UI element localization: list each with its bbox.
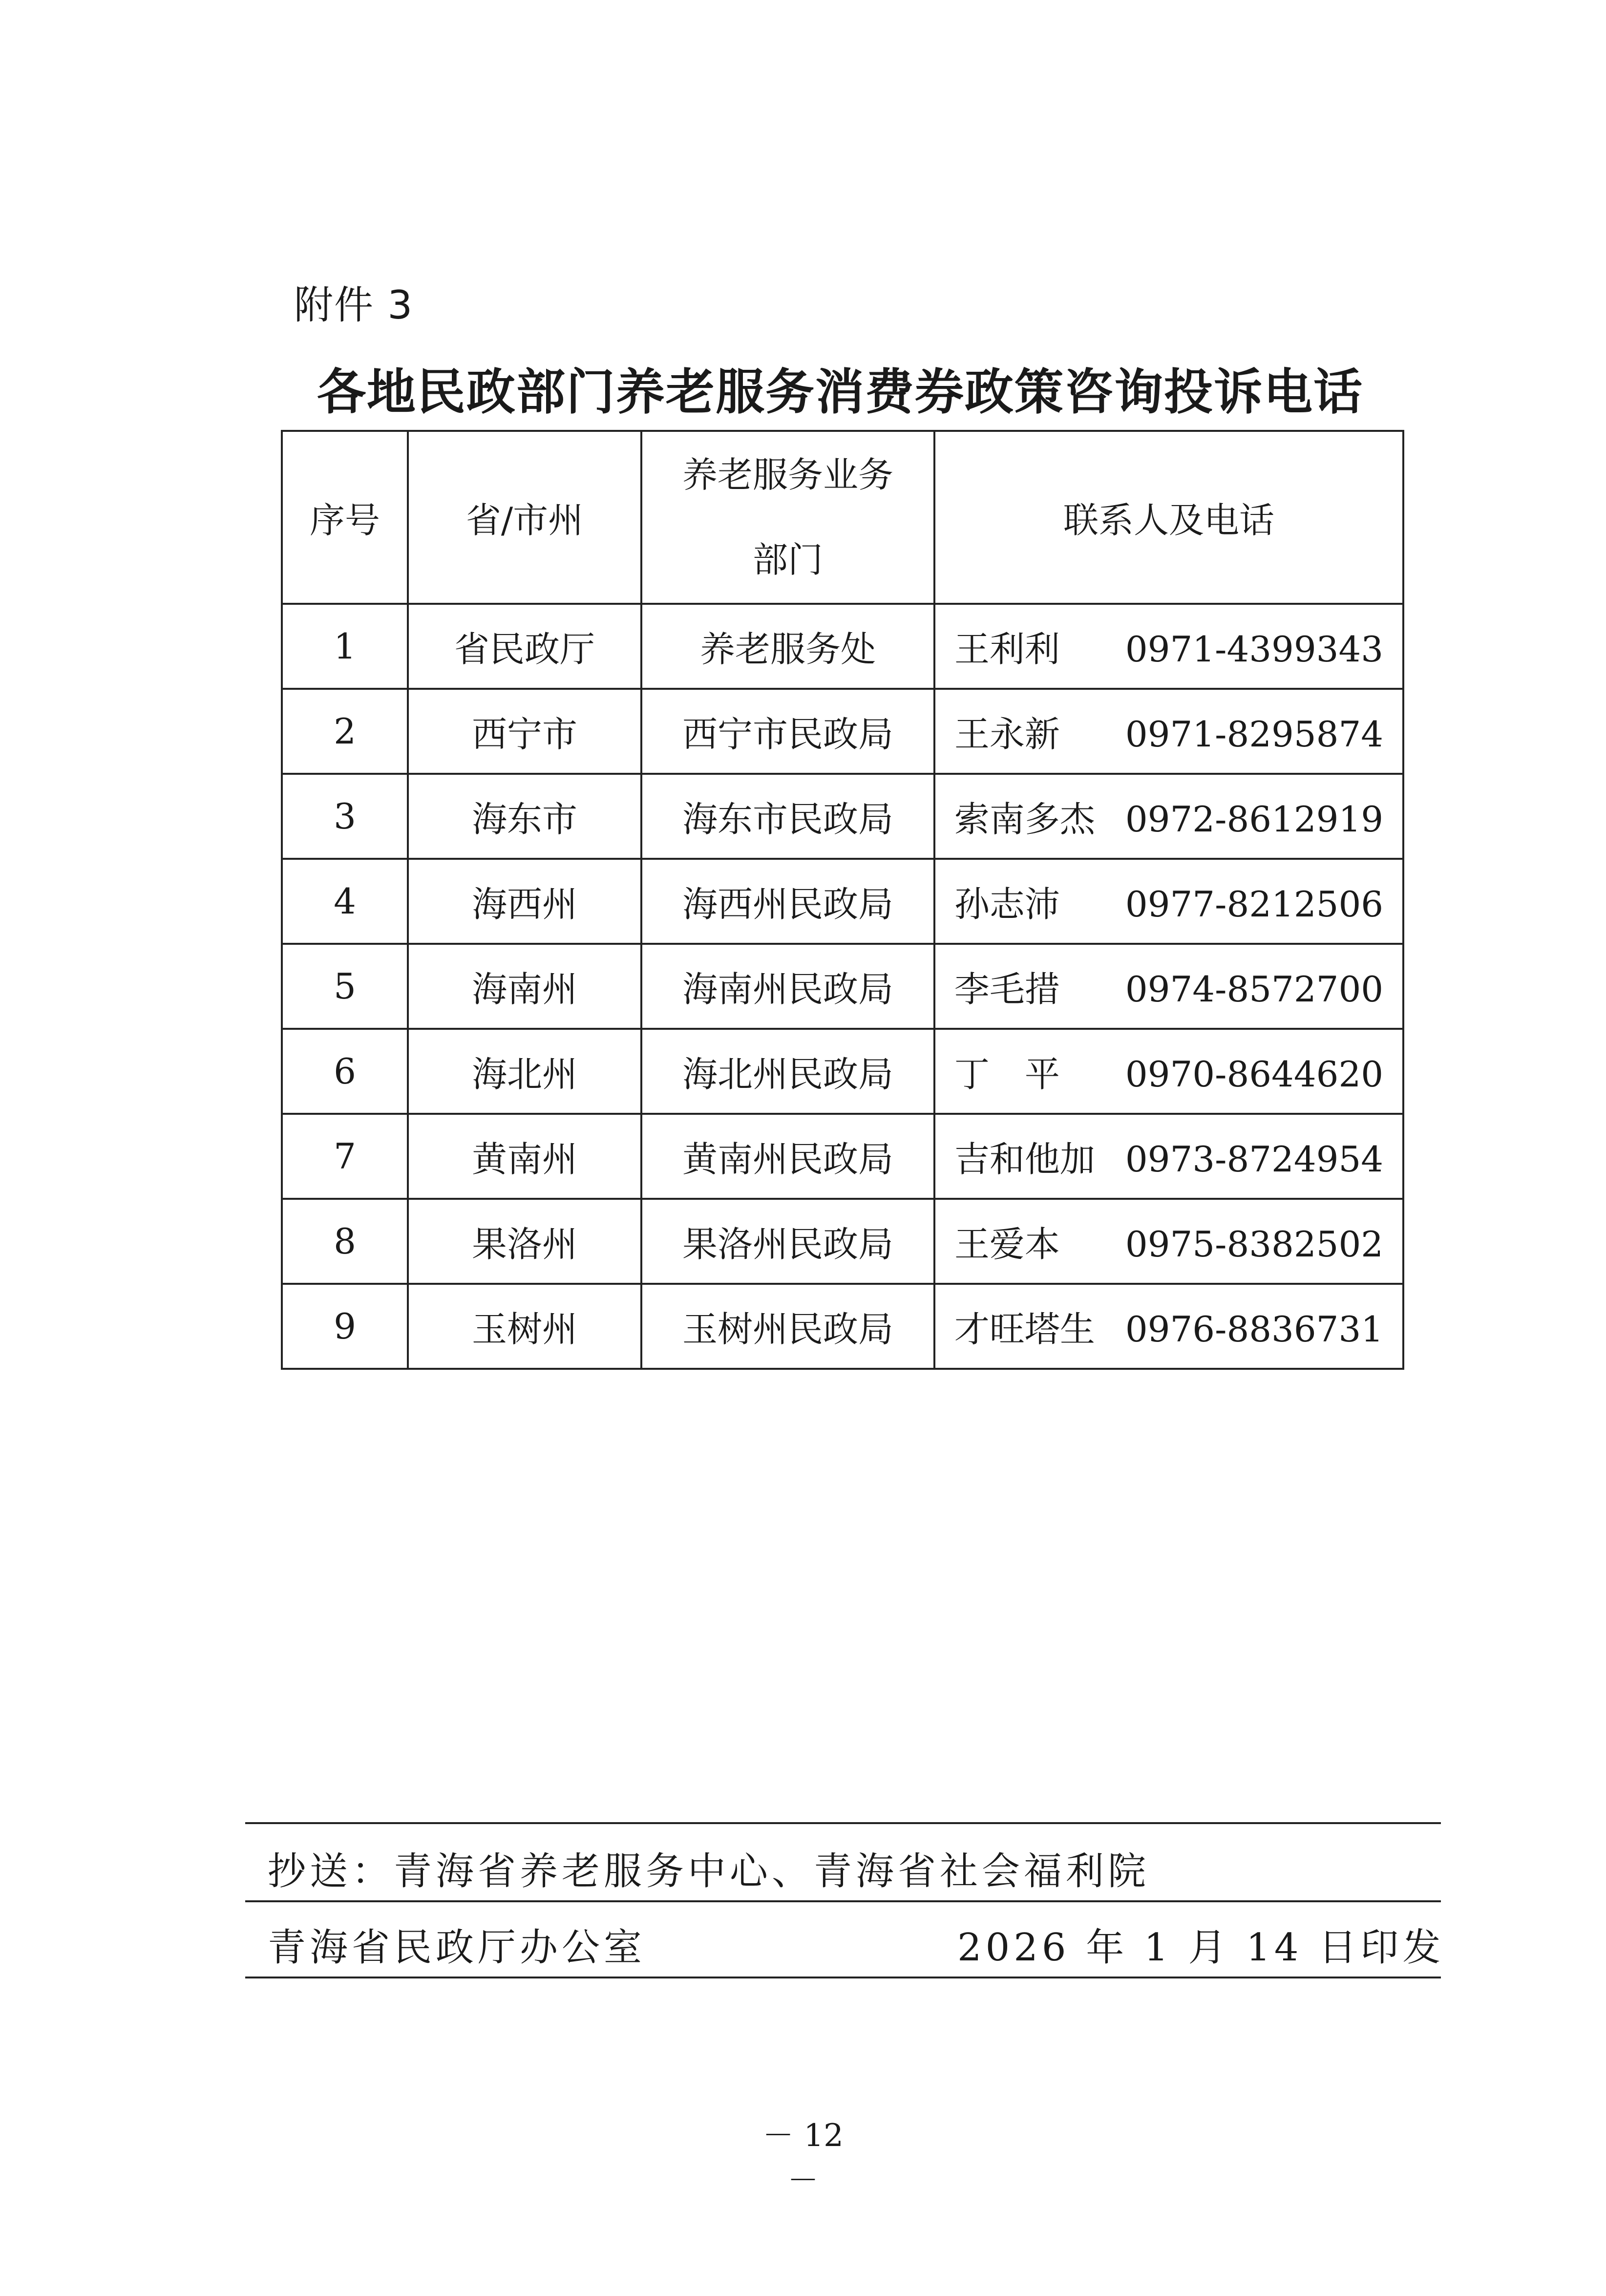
- cell-region: 海东市: [408, 774, 641, 859]
- cell-seq: 2: [282, 689, 408, 774]
- contact-phone: 0971-4399343: [1125, 629, 1384, 670]
- header-seq: 序号: [282, 431, 408, 604]
- cell-region: 果洛州: [408, 1199, 641, 1284]
- cell-contact: [934, 1029, 1403, 1114]
- cell-department: 黄南州民政局: [641, 1114, 934, 1199]
- cell-contact: [934, 1199, 1403, 1284]
- table-row: [282, 859, 1403, 944]
- contact-name: 丁 平: [954, 1054, 1060, 1095]
- cell-seq: 9: [282, 1284, 408, 1369]
- contact-name: 才旺塔生: [954, 1309, 1095, 1350]
- cell-region: 海南州: [408, 944, 641, 1029]
- contact-table: [281, 430, 1404, 1370]
- contact-name: 王永新: [954, 714, 1060, 755]
- contact-phone: 0975-8382502: [1125, 1224, 1384, 1265]
- contact-name: 王爱本: [954, 1224, 1060, 1265]
- header-department: [641, 431, 934, 604]
- table-row: [282, 689, 1403, 774]
- contact-phone: 0977-8212506: [1125, 884, 1384, 925]
- cell-contact: [934, 774, 1403, 859]
- contact-name: 孙志沛: [954, 884, 1060, 925]
- cell-seq: 3: [282, 774, 408, 859]
- cell-contact: [934, 944, 1403, 1029]
- cell-seq: 1: [282, 604, 408, 689]
- cell-seq: 5: [282, 944, 408, 1029]
- contact-phone: 0974-8572700: [1125, 969, 1384, 1010]
- cell-department: 玉树州民政局: [641, 1284, 934, 1369]
- issuer-office: 青海省民政厅办公室: [268, 1926, 646, 1970]
- contact-phone: 0971-8295874: [1125, 714, 1384, 755]
- footer-bottom-rule: [245, 1977, 1441, 1978]
- table-header-row: [282, 431, 1403, 604]
- table-row: [282, 944, 1403, 1029]
- cell-contact: [934, 1114, 1403, 1199]
- cell-region: 西宁市: [408, 689, 641, 774]
- cell-contact: [934, 689, 1403, 774]
- cell-seq: 6: [282, 1029, 408, 1114]
- header-province-city: 省/市州: [408, 431, 641, 604]
- header-department-line2: 部门: [752, 539, 823, 580]
- cell-department: 西宁市民政局: [641, 689, 934, 774]
- cell-department: 海南州民政局: [641, 944, 934, 1029]
- cell-seq: 7: [282, 1114, 408, 1199]
- header-contact: 联系人及电话: [934, 431, 1403, 604]
- table-row: [282, 604, 1403, 689]
- issue-date: 2026 年 1 月 14 日印发: [957, 1926, 1445, 1970]
- cell-contact: [934, 604, 1403, 689]
- cell-department: 海北州民政局: [641, 1029, 934, 1114]
- cell-region: 黄南州: [408, 1114, 641, 1199]
- contact-name: 王利利: [954, 629, 1060, 670]
- contact-phone: 0972-8612919: [1125, 799, 1384, 840]
- cell-contact: [934, 859, 1403, 944]
- footer-top-rule: [245, 1822, 1441, 1824]
- cell-department: 海东市民政局: [641, 774, 934, 859]
- cell-department: 养老服务处: [641, 604, 934, 689]
- contact-name: 李毛措: [954, 969, 1060, 1010]
- table-row: [282, 1114, 1403, 1199]
- cell-seq: 4: [282, 859, 408, 944]
- table-row: [282, 774, 1403, 859]
- contact-name: 吉和他加: [954, 1139, 1095, 1180]
- cell-region: 玉树州: [408, 1284, 641, 1369]
- table-row: [282, 1284, 1403, 1369]
- cell-region: 省民政厅: [408, 604, 641, 689]
- page-number: － 12 －: [762, 2118, 844, 2199]
- header-department-line1: 养老服务业务: [682, 454, 893, 495]
- cell-region: 海西州: [408, 859, 641, 944]
- cell-region: 海北州: [408, 1029, 641, 1114]
- contact-phone: 0973-8724954: [1125, 1139, 1384, 1180]
- contact-name: 索南多杰: [954, 799, 1095, 840]
- cell-seq: 8: [282, 1199, 408, 1284]
- attachment-label: 附件 3: [294, 282, 414, 328]
- table-row: [282, 1029, 1403, 1114]
- cell-department: 果洛州民政局: [641, 1199, 934, 1284]
- cell-department: 海西州民政局: [641, 859, 934, 944]
- table-row: [282, 1199, 1403, 1284]
- contact-phone: 0970-8644620: [1125, 1054, 1384, 1095]
- cell-contact: [934, 1284, 1403, 1369]
- contact-phone: 0976-8836731: [1125, 1309, 1384, 1350]
- document-title: 各地民政部门养老服务消费券政策咨询投诉电话: [317, 363, 1363, 421]
- table-body: [282, 604, 1403, 1369]
- footer-middle-rule: [245, 1900, 1441, 1902]
- cc-line: 抄送：青海省养老服务中心、青海省社会福利院: [268, 1850, 1150, 1893]
